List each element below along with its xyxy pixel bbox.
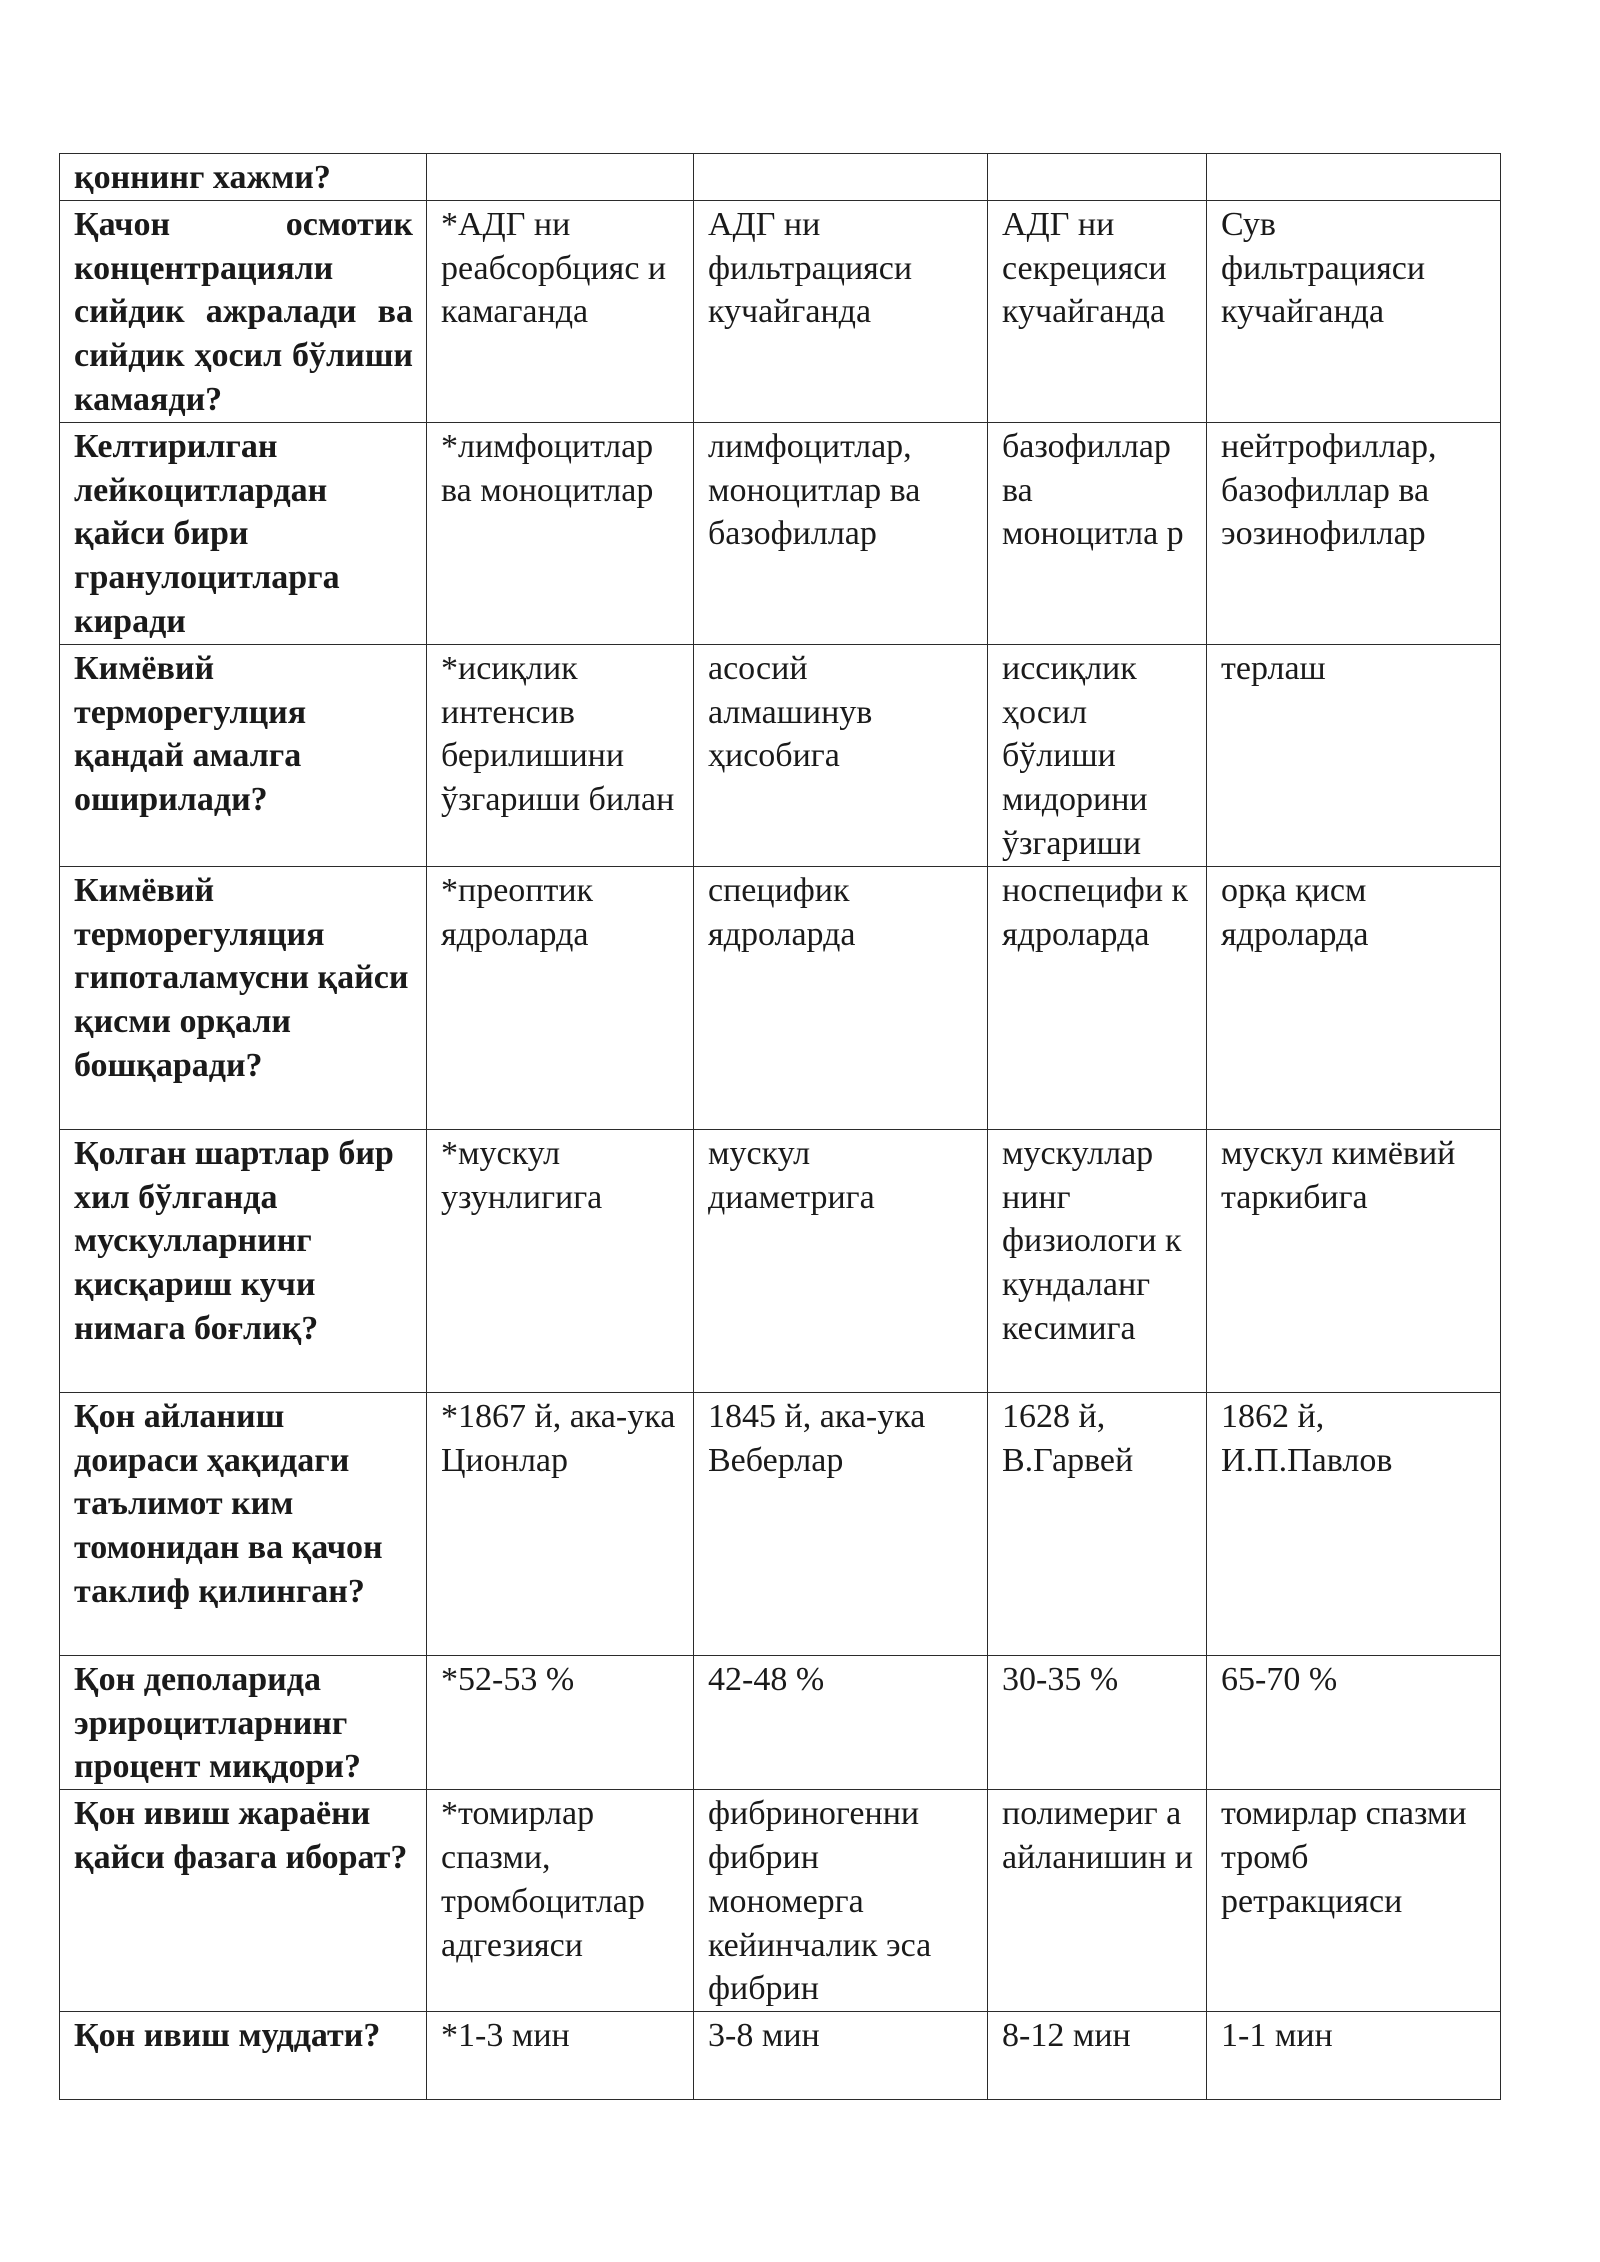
answer-cell-d: 1-1 мин bbox=[1207, 2012, 1501, 2100]
answer-cell-d bbox=[1207, 154, 1501, 201]
answer-cell-c: полимериг а айланишин и bbox=[988, 1790, 1207, 2012]
table-row bbox=[60, 200, 1501, 422]
answer-cell-correct bbox=[427, 154, 694, 201]
table-row bbox=[60, 422, 1501, 644]
quiz-table bbox=[59, 153, 1501, 2100]
answer-cell-b: лимфоцитлар, моноцитлар ва базофиллар bbox=[694, 422, 988, 644]
answer-cell-d: нейтрофиллар, базофиллар ва эозинофиллар bbox=[1207, 422, 1501, 644]
question-cell: Қон айланиш доираси ҳақидаги таълимот ким томонидан ва қачон таклиф қилинган? bbox=[60, 1392, 427, 1655]
answer-cell-b: специфик ядроларда bbox=[694, 866, 988, 1129]
answer-cell-c: 8-12 мин bbox=[988, 2012, 1207, 2100]
answer-cell-correct: *исиқлик интенсив берилишини ўзгариши билан bbox=[427, 644, 694, 866]
answer-cell-d: 65-70 % bbox=[1207, 1655, 1501, 1789]
answer-cell-correct: *лимфоцитлар ва моноцитлар bbox=[427, 422, 694, 644]
answer-cell-correct: *52-53 % bbox=[427, 1655, 694, 1789]
table-row bbox=[60, 866, 1501, 1129]
answer-cell-d: Сув фильтрацияси кучайганда bbox=[1207, 200, 1501, 422]
table-row bbox=[60, 154, 1501, 201]
answer-cell-correct: *преоптик ядроларда bbox=[427, 866, 694, 1129]
answer-cell-c: носпецифи к ядроларда bbox=[988, 866, 1207, 1129]
question-cell: Қон ивиш муддати? bbox=[60, 2012, 427, 2100]
answer-cell-correct: *АДГ ни реабсорбцияс и камаганда bbox=[427, 200, 694, 422]
question-cell: қоннинг хажми? bbox=[60, 154, 427, 201]
quiz-table-body bbox=[60, 154, 1501, 2100]
answer-cell-correct: *1867 й, ака-ука Ционлар bbox=[427, 1392, 694, 1655]
answer-cell-b: АДГ ни фильтрацияси кучайганда bbox=[694, 200, 988, 422]
table-row bbox=[60, 1790, 1501, 2012]
table-row bbox=[60, 2012, 1501, 2100]
answer-cell-correct: *томирлар спазми, тромбоцитлар адгезияси bbox=[427, 1790, 694, 2012]
answer-cell-c: мускуллар нинг физиологи к кундаланг кесимига bbox=[988, 1129, 1207, 1392]
answer-cell-d: терлаш bbox=[1207, 644, 1501, 866]
question-cell: Келтирилган лейкоцитлардан қайси бири гранулоцитларга киради bbox=[60, 422, 427, 644]
answer-cell-d: 1862 й, И.П.Павлов bbox=[1207, 1392, 1501, 1655]
answer-cell-correct: *мускул узунлигига bbox=[427, 1129, 694, 1392]
answer-cell-c: 1628 й, В.Гарвей bbox=[988, 1392, 1207, 1655]
question-cell: Қачон осмотик концентрацияли сийдик ажралади ва сийдик ҳосил бўлиши камаяди? bbox=[60, 200, 427, 422]
answer-cell-b: фибриногенни фибрин мономерга кейинчалик эса фибрин bbox=[694, 1790, 988, 2012]
answer-cell-d: орқа қисм ядроларда bbox=[1207, 866, 1501, 1129]
table-row bbox=[60, 1129, 1501, 1392]
answer-cell-d: томирлар спазми тромб ретракцияси bbox=[1207, 1790, 1501, 2012]
table-row bbox=[60, 1392, 1501, 1655]
answer-cell-c bbox=[988, 154, 1207, 201]
answer-cell-c: 30-35 % bbox=[988, 1655, 1207, 1789]
answer-cell-c: АДГ ни секрецияси кучайганда bbox=[988, 200, 1207, 422]
question-cell: Қон ивиш жараёни қайси фазага иборат? bbox=[60, 1790, 427, 2012]
answer-cell-b: 42-48 % bbox=[694, 1655, 988, 1789]
answer-cell-correct: *1-3 мин bbox=[427, 2012, 694, 2100]
table-row bbox=[60, 1655, 1501, 1789]
answer-cell-b: мускул диаметрига bbox=[694, 1129, 988, 1392]
answer-cell-c: базофиллар ва моноцитла р bbox=[988, 422, 1207, 644]
question-cell: Кимёвий терморегулция қандай амалга оширилади? bbox=[60, 644, 427, 866]
question-cell: Қолган шартлар бир хил бўлганда мускулларнинг қисқариш кучи нимага боғлиқ? bbox=[60, 1129, 427, 1392]
answer-cell-c: иссиқлик ҳосил бўлиши мидорини ўзгариши bbox=[988, 644, 1207, 866]
answer-cell-b bbox=[694, 154, 988, 201]
answer-cell-b: асосий алмашинув ҳисобига bbox=[694, 644, 988, 866]
table-row bbox=[60, 644, 1501, 866]
answer-cell-b: 3-8 мин bbox=[694, 2012, 988, 2100]
answer-cell-d: мускул кимёвий таркибига bbox=[1207, 1129, 1501, 1392]
question-cell: Кимёвий терморегуляция гипоталамусни қайси қисми орқали бошқаради? bbox=[60, 866, 427, 1129]
question-cell: Қон деполарида эрироцитларнинг процент миқдори? bbox=[60, 1655, 427, 1789]
answer-cell-b: 1845 й, ака-ука Веберлар bbox=[694, 1392, 988, 1655]
